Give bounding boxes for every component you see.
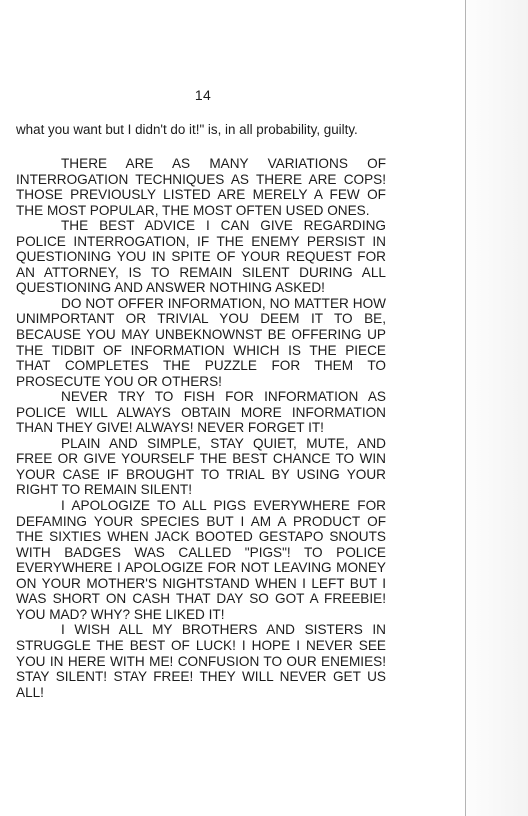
paragraph-never-fish: NEVER TRY TO FISH FOR INFORMATION AS POLICE WILL ALWAYS OBTAIN MORE INFORMATION THAN THEY GIVE! ALWAYS! NEVER FORGET IT! [16, 389, 386, 436]
paragraph-plain-and-simple: PLAIN AND SIMPLE, STAY QUIET, MUTE, AND FREE OR GIVE YOURSELF THE BEST CHANCE TO WIN YOUR CASE IF BROUGHT TO TRIAL BY USING YOUR RIGHT TO REMAIN SILENT! [16, 435, 386, 498]
paragraph-closing-wishes: I WISH ALL MY BROTHERS AND SISTERS IN STRUGGLE THE BEST OF LUCK! I HOPE I NEVER SEE YOU IN HERE WITH ME! CONFUSION TO OUR ENEMIES! STAY SILENT! STAY FREE! THEY WILL NEVER GET US ALL! [16, 622, 386, 700]
page-edge [465, 0, 528, 816]
paragraph-best-advice: THE BEST ADVICE I CAN GIVE REGARDING POLICE INTERROGATION, IF THE ENEMY PERSIST IN QUESTIONING YOU IN SPITE OF YOUR REQUEST FOR AN ATTORNEY, IS TO REMAIN SILENT DURING ALL QUESTIONING AND ANSWER NOTHING ASKED! [16, 218, 386, 296]
paragraph-interrogation-variations: THERE ARE AS MANY VARIATIONS OF INTERROGATION TECHNIQUES AS THERE ARE COPS! THOSE PREVIOUSLY LISTED ARE MERELY A FEW OF THE MOST POPULAR, THE MOST OFTEN USED ONES. [16, 156, 386, 218]
paragraph-do-not-offer: DO NOT OFFER INFORMATION, NO MATTER HOW UNIMPORTANT OR TRIVIAL YOU DEEM IT TO BE, BECAUSE YOU MAY UNBEKNOWNST BE OFFERING UP THE TIDBIT OF INFORMATION WHICH IS THE PIECE THAT COMPLETES THE PUZZLE FOR THEM TO PROSECUTE YOU OR OTHERS! [16, 295, 386, 389]
intro-line: what you want but I didn't do it!" is, in all probability, guilty. [16, 122, 358, 137]
body-text [16, 156, 386, 700]
page-number: 14 [194, 87, 212, 103]
paragraph-apology: I APOLOGIZE TO ALL PIGS EVERYWHERE FOR DEFAMING YOUR SPECIES BUT I AM A PRODUCT OF THE SIXTIES WHEN JACK BOOTED GESTAPO SNOUTS WITH BADGES WAS CALLED "PIGS"! TO POLICE EVERYWHERE I APOLOGIZE FOR NOT LEAVING MONEY ON YOUR MOTHER'S NIGHTSTAND WHEN I LEFT BUT I WAS SHORT ON CASH THAT DAY SO GOT A FREEBIE! YOU MAD? WHY? SHE LIKED IT! [16, 498, 386, 622]
